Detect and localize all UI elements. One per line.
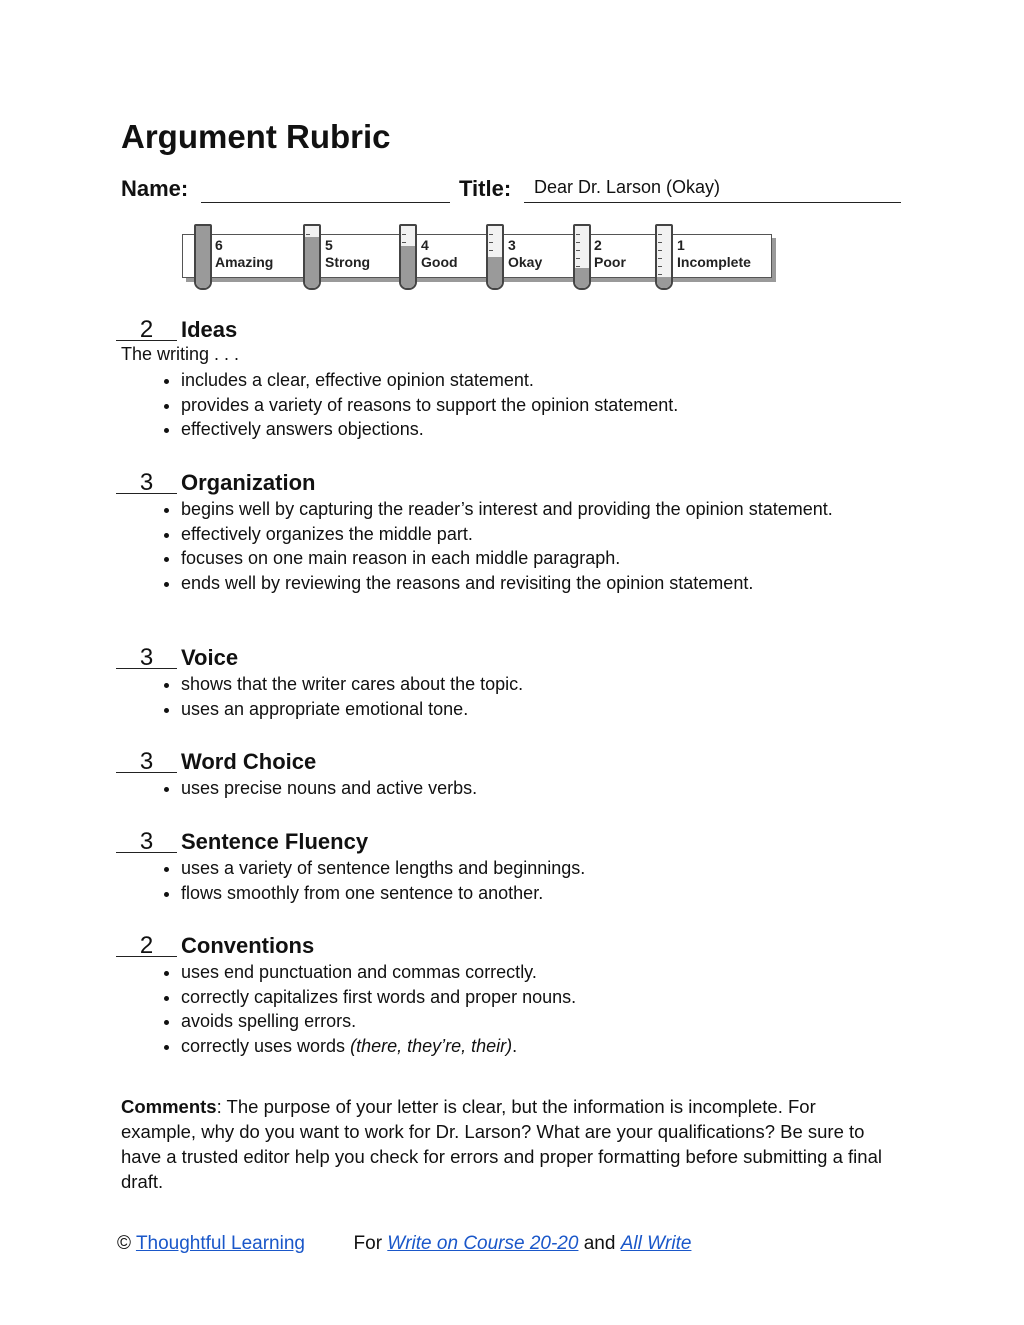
list-item: • flows smoothly from one sentence to another. bbox=[181, 881, 871, 906]
list-item: • shows that the writer cares about the topic. bbox=[181, 672, 871, 697]
criteria-list bbox=[151, 368, 871, 442]
title-field[interactable]: Dear Dr. Larson (Okay) bbox=[534, 177, 721, 197]
scale-level-5 bbox=[325, 237, 370, 271]
comments-paragraph bbox=[121, 1094, 891, 1194]
list-item: • correctly capitalizes first words and proper nouns. bbox=[181, 985, 871, 1010]
thermometer-icon bbox=[655, 224, 673, 290]
scale-label: Good bbox=[421, 254, 458, 270]
criteria-list bbox=[151, 856, 871, 905]
list-item: • includes a clear, effective opinion statement. bbox=[181, 368, 871, 393]
list-item: • effectively answers objections. bbox=[181, 417, 871, 442]
list-item: • uses precise nouns and active verbs. bbox=[181, 776, 871, 801]
scale-level-6 bbox=[215, 237, 273, 271]
score-field[interactable]: 3 bbox=[139, 644, 154, 671]
criteria-list bbox=[151, 776, 871, 801]
list-item: • focuses on one main reason in each middle paragraph. bbox=[181, 546, 871, 571]
list-item: • ends well by reviewing the reasons and revisiting the opinion statement. bbox=[181, 571, 871, 596]
scale-number: 4 bbox=[421, 237, 429, 253]
footer bbox=[117, 1233, 691, 1255]
section-heading: Sentence Fluency bbox=[181, 829, 369, 854]
score-field[interactable]: 3 bbox=[139, 828, 154, 855]
score-field[interactable]: 3 bbox=[139, 469, 154, 496]
section-intro: The writing . . . bbox=[121, 344, 240, 364]
list-item: • provides a variety of reasons to support the opinion statement. bbox=[181, 393, 871, 418]
book-link-all-write[interactable] bbox=[621, 1233, 692, 1254]
scale-level-3 bbox=[508, 237, 542, 271]
thermometer-icon bbox=[194, 224, 212, 290]
page-title: Argument Rubric bbox=[121, 118, 391, 155]
thermometer-icon bbox=[399, 224, 417, 290]
for-text: For bbox=[353, 1233, 383, 1254]
section-heading: Word Choice bbox=[181, 749, 317, 774]
list-item: • uses end punctuation and commas correctly. bbox=[181, 960, 871, 985]
rating-scale bbox=[180, 224, 790, 294]
title-label: Title: bbox=[459, 176, 512, 201]
score-field[interactable]: 2 bbox=[139, 316, 154, 343]
book-link-write-on-course[interactable] bbox=[387, 1233, 578, 1254]
thermometer-icon bbox=[573, 224, 591, 290]
comments-text: : The purpose of your letter is clear, but the information is incomplete. For example, why do you want to work for Dr. Larson? What are your qualifications? Be sure to have a trusted editor help you check for errors and proper formatting before submitting a final draft. bbox=[121, 1096, 882, 1192]
score-field[interactable]: 2 bbox=[139, 932, 154, 959]
scale-number: 3 bbox=[508, 237, 516, 253]
scale-number: 1 bbox=[677, 237, 685, 253]
list-item: • avoids spelling errors. bbox=[181, 1009, 871, 1034]
name-label: Name: bbox=[121, 176, 189, 201]
criteria-list bbox=[151, 672, 871, 721]
criteria-list bbox=[151, 960, 871, 1058]
section-heading: Ideas bbox=[181, 317, 238, 342]
thermometer-icon bbox=[486, 224, 504, 290]
copyright-symbol: © bbox=[117, 1233, 131, 1254]
scale-level-4 bbox=[421, 237, 458, 271]
bullet-end-punctuation: . bbox=[512, 1035, 518, 1056]
scale-number: 2 bbox=[594, 237, 602, 253]
comments-label: Comments bbox=[121, 1096, 217, 1117]
scale-number: 5 bbox=[325, 237, 333, 253]
name-field[interactable] bbox=[201, 202, 450, 203]
scale-label: Poor bbox=[594, 254, 626, 270]
criteria-list bbox=[151, 497, 871, 595]
section-heading: Conventions bbox=[181, 933, 315, 958]
list-item: • effectively organizes the middle part. bbox=[181, 522, 871, 547]
bullet-italic-text: (there, they’re, their) bbox=[350, 1035, 513, 1056]
section-heading: Organization bbox=[181, 470, 316, 495]
list-item: • begins well by capturing the reader’s interest and providing the opinion statement. bbox=[181, 497, 871, 522]
thermometer-icon bbox=[303, 224, 321, 290]
publisher-link[interactable]: Thoughtful Learning bbox=[135, 1233, 305, 1254]
scale-label: Okay bbox=[508, 254, 543, 270]
scale-label: Amazing bbox=[215, 254, 274, 270]
list-item: • uses an appropriate emotional tone. bbox=[181, 697, 871, 722]
score-field[interactable]: 3 bbox=[139, 748, 154, 775]
section-heading: Voice bbox=[181, 645, 239, 670]
and-text: and bbox=[583, 1233, 616, 1254]
scale-level-2 bbox=[594, 237, 626, 271]
list-item: • uses a variety of sentence lengths and beginnings. bbox=[181, 856, 871, 881]
scale-label: Strong bbox=[325, 254, 371, 270]
book-title-write-on-course: Write on Course 20-20 bbox=[387, 1233, 579, 1254]
scale-number: 6 bbox=[215, 237, 223, 253]
bullet-text: correctly uses words bbox=[181, 1035, 346, 1056]
scale-level-1 bbox=[677, 237, 751, 271]
list-item bbox=[181, 1034, 871, 1059]
book-title-all-write: All Write bbox=[620, 1233, 692, 1254]
title-field-line bbox=[524, 202, 901, 203]
scale-label: Incomplete bbox=[677, 254, 751, 270]
